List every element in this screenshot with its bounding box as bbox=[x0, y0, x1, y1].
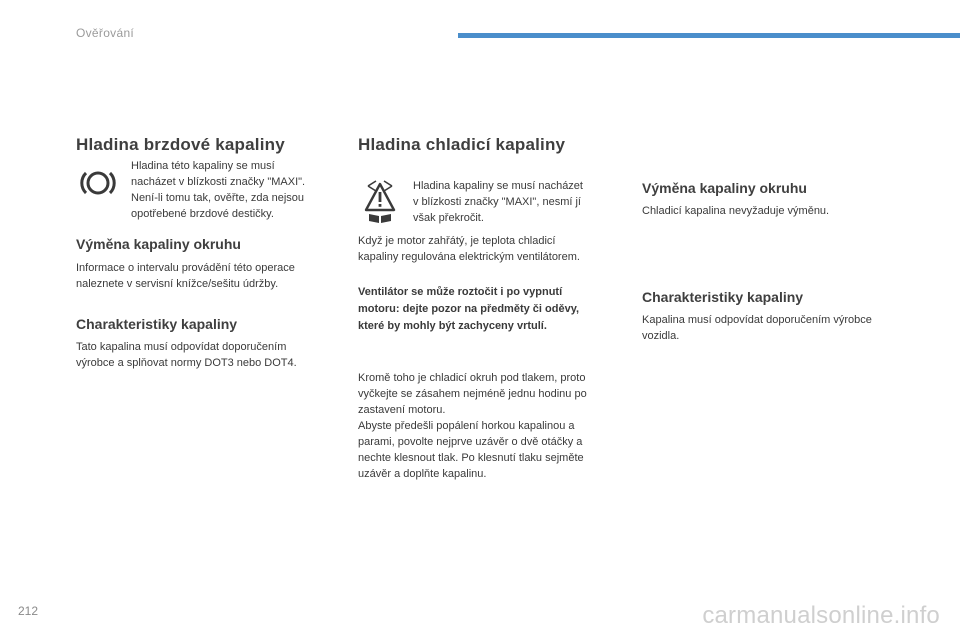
brake-warning-icon bbox=[80, 168, 116, 198]
brake-spec-text: Tato kapalina musí odpovídat doporučením výrobce a splňovat normy DOT3 nebo DOT4. bbox=[76, 341, 297, 369]
coolant-spec-title: Charakteristiky kapaliny bbox=[642, 289, 804, 305]
brake-spec-title: Charakteristiky kapaliny bbox=[76, 316, 238, 332]
header-bar bbox=[458, 33, 960, 38]
fan-warning-text: Ventilátor se může roztočit i po vypnutí motoru: dejte pozor na předměty či oděvy, které by mohly být zachyceny vrtulí. bbox=[358, 286, 580, 332]
coolant-pressure-text: Kromě toho je chladicí okruh pod tlakem, proto vyčkejte se zásahem nejméně jednu hodinu po zastavení motoru. Abyste předešli popálení horkou kapalinou a parami, povolte nejprve uzávěr o dvě otáčky a nechte klesnout tlak. Po klesnutí tlaku sejměte uzávěr a doplňte kapalinu. bbox=[358, 372, 587, 480]
coolant-change-text: Chladicí kapalina nevyžaduje výměnu. bbox=[642, 205, 830, 217]
brake-fluid-title: Hladina brzdové kapaliny bbox=[76, 135, 285, 154]
section-title: Ověřování bbox=[76, 26, 135, 40]
watermark: carmanualsonline.info bbox=[702, 602, 940, 629]
brake-level-text: Hladina této kapaliny se musí nacházet v blízkosti značky "MAXI". Není-li tomu tak, ověřte, zda nejsou opotřebené brzdové destičky. bbox=[131, 160, 306, 220]
coolant-hot-text: Když je motor zahřátý, je teplota chladicí kapaliny regulována elektrickým ventilátorem. bbox=[358, 235, 580, 263]
coolant-change-title: Výměna kapaliny okruhu bbox=[642, 180, 807, 196]
coolant-title: Hladina chladicí kapaliny bbox=[358, 135, 566, 154]
coolant-spec-text: Kapalina musí odpovídat doporučením výrobce vozidla. bbox=[642, 314, 872, 342]
coolant-level-text: Hladina kapaliny se musí nacházet v blízkosti značky "MAXI", nesmí jí však překročit. bbox=[413, 180, 583, 224]
brake-change-title: Výměna kapaliny okruhu bbox=[76, 236, 241, 252]
page-number: 212 bbox=[18, 604, 39, 618]
brake-change-text: Informace o intervalu provádění této operace naleznete v servisní knížce/sešitu údržby. bbox=[76, 262, 295, 290]
coolant-warning-icon bbox=[364, 180, 396, 224]
